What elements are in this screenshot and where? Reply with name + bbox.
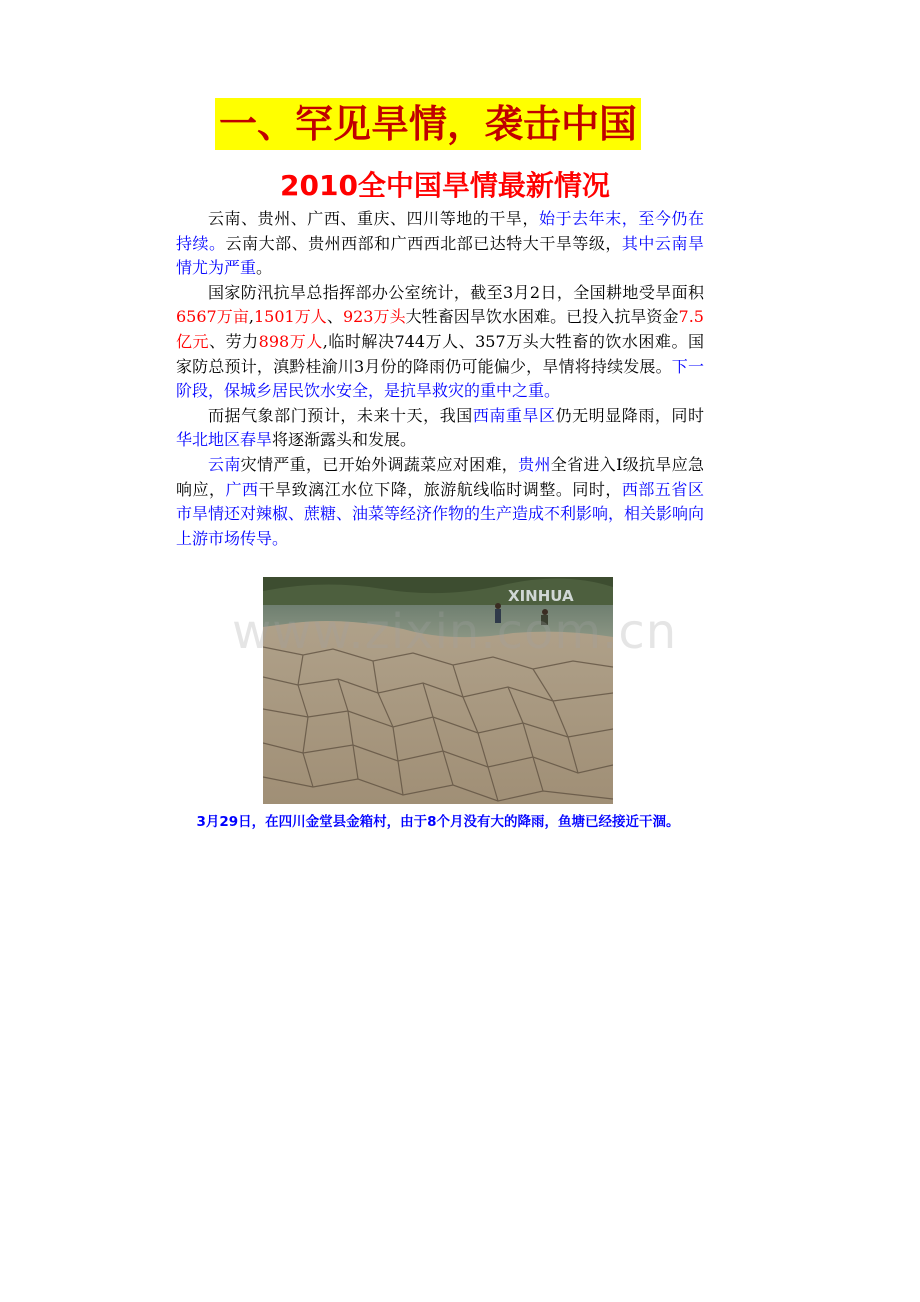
paragraph bbox=[176, 281, 704, 404]
body-text-run: 全省进入I级抗旱应急响应， bbox=[176, 454, 704, 499]
highlight-blue-text: 下一阶段，保城乡居民饮水安全，是抗旱救灾的重中之重。 bbox=[176, 356, 704, 401]
section-heading: 一、罕见旱情，袭击中国 bbox=[215, 98, 641, 150]
body-text-run: 云南大部、贵州西部和广西西北部已达特大干旱等级， bbox=[225, 233, 622, 253]
paragraph bbox=[176, 453, 704, 551]
body-text-run: 大牲畜因旱饮水困难。已投入抗旱资金 bbox=[405, 307, 679, 327]
body-text-run: 云南、贵州、广西、重庆、四川等地的干旱， bbox=[208, 209, 540, 228]
highlight-blue-text: 华北地区春旱 bbox=[176, 430, 273, 450]
body-text-run: 、 bbox=[326, 307, 343, 327]
body-text-run: 将逐渐露头和发展。 bbox=[272, 430, 417, 450]
article-body bbox=[176, 207, 704, 551]
page-watermark: www.zixin.com.cn bbox=[232, 604, 678, 660]
body-text-run: 干旱致漓江水位下降，旅游航线临时调整。同时， bbox=[258, 479, 622, 499]
highlight-blue-text: 广西 bbox=[225, 479, 259, 499]
photo-watermark-text: XINHUA bbox=[508, 587, 574, 605]
body-text-run: 国家防汛抗旱总指挥部办公室统计，截至3月2日，全国耕地受旱面积 bbox=[208, 282, 704, 302]
highlight-blue-text: 西部五省区市旱情还对辣椒、蔗糖、油菜等经济作物的生产造成不利影响，相关影响向上游市场传导。 bbox=[176, 479, 705, 548]
paragraph bbox=[176, 404, 704, 453]
body-text-run: 而据气象部门预计，未来十天，我国 bbox=[208, 405, 473, 425]
highlight-blue-text: 其中云南旱情尤为严重 bbox=[176, 233, 704, 278]
paragraph bbox=[176, 207, 704, 281]
highlight-red-text: 923万头 bbox=[342, 307, 406, 327]
highlight-blue-text: 贵州 bbox=[518, 454, 551, 474]
highlight-red-text: 6567万亩 bbox=[176, 307, 249, 327]
highlight-red-text: 898万人 bbox=[258, 331, 323, 351]
highlight-red-text: 1501万人 bbox=[253, 307, 327, 327]
body-text-run: 。 bbox=[256, 258, 273, 278]
article-title: 2010全中国旱情最新情况 bbox=[280, 169, 610, 202]
body-text-run: ,临时解决744万人、357万头大牲畜的饮水困难。国家防总预计，滇黔桂渝川3月份的降雨仍可能偏少，旱情将持续发展。 bbox=[176, 331, 704, 376]
highlight-blue-text: 云南 bbox=[208, 454, 241, 474]
photo-caption: 3月29日，在四川金堂县金箱村，由于8个月没有大的降雨，鱼塘已经接近干涸。 bbox=[196, 814, 680, 830]
highlight-red-text: 7.5亿元 bbox=[176, 307, 704, 351]
body-text-run: , bbox=[248, 307, 254, 327]
body-text-run: 、劳力 bbox=[209, 331, 259, 351]
drought-photo bbox=[263, 577, 613, 804]
body-text-run: 仍无明显降雨，同时 bbox=[555, 405, 704, 425]
highlight-blue-text: 西南重旱区 bbox=[472, 405, 556, 425]
highlight-blue-text: 始于去年末，至今仍在持续。 bbox=[176, 209, 704, 253]
body-text-run: 灾情严重，已开始外调蔬菜应对困难， bbox=[240, 454, 519, 474]
